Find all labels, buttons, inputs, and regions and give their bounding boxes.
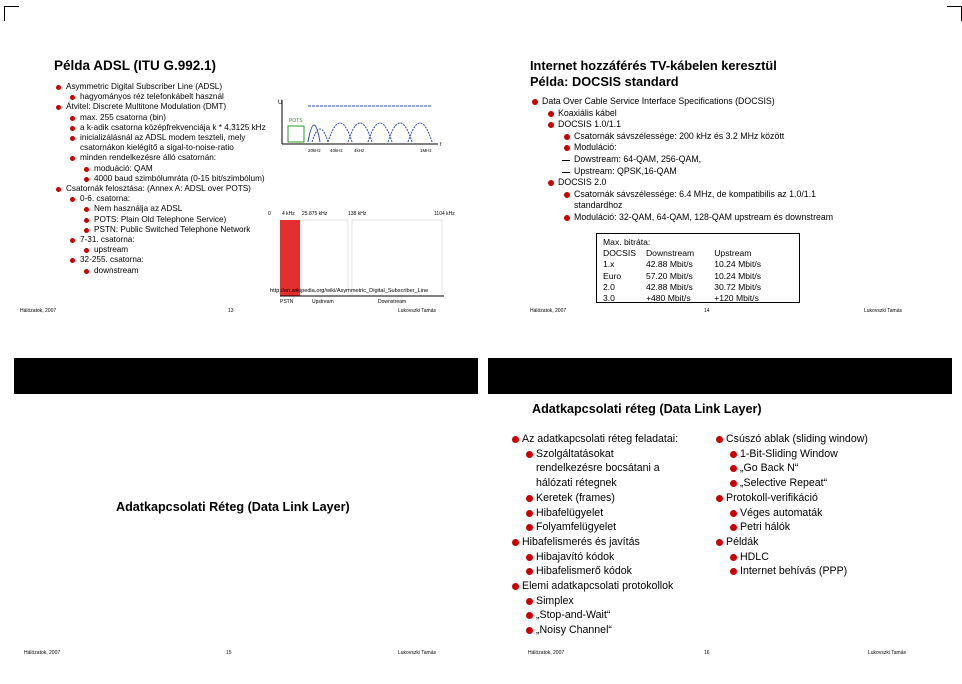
slide-title: Példa ADSL (ITU G.992.1) bbox=[54, 58, 217, 73]
bullet-icon bbox=[84, 207, 89, 212]
list-item bbox=[714, 447, 868, 462]
bullet-icon bbox=[526, 451, 533, 458]
list-item-text: Folyamfelügyelet bbox=[536, 521, 617, 534]
pstn-band bbox=[280, 220, 300, 296]
tick-label-0: 0 bbox=[268, 211, 271, 217]
list-item-text: rendelkezésre bocsátani a bbox=[536, 462, 660, 475]
list-item bbox=[530, 96, 833, 108]
bullet-icon bbox=[526, 510, 533, 517]
crop-mark bbox=[947, 6, 962, 21]
list-item-text: Petri hálók bbox=[740, 521, 791, 534]
bullet-icon bbox=[526, 554, 533, 561]
list-item-text: Csatornák sávszélessége: 6.4 MHz, de kompatibilis az 1.0/1.1 bbox=[574, 188, 817, 199]
list-item bbox=[510, 579, 678, 594]
bullet-icon bbox=[84, 177, 89, 182]
table-row bbox=[603, 259, 771, 270]
list-item-text: minden rendelkezésre álló csatornán: bbox=[80, 153, 217, 163]
table-cell: +120 Mbit/s bbox=[714, 293, 759, 304]
slide-16 bbox=[488, 344, 952, 664]
list-item-text: Koaxiális kábel bbox=[558, 107, 617, 118]
list-item-text: moduáció: QAM bbox=[94, 163, 153, 173]
bullet-icon bbox=[564, 134, 570, 140]
bullet-icon bbox=[730, 568, 737, 575]
list-item bbox=[54, 113, 266, 123]
table-header-row bbox=[603, 248, 771, 259]
bullet-icon bbox=[512, 539, 519, 546]
bullet-icon bbox=[70, 116, 75, 121]
dash-bullet-icon bbox=[562, 172, 570, 173]
footer-right: Lukovszki Tamás bbox=[398, 308, 436, 314]
list-item-text: Internet behívás (PPP) bbox=[740, 565, 848, 578]
list-item bbox=[54, 174, 266, 184]
list-item bbox=[510, 520, 678, 535]
list-item-text: a k-adik csatorna középfrekvenciája k * 4,3125 kHz bbox=[80, 122, 266, 132]
list-item-text: „Selective Repeat“ bbox=[740, 477, 828, 490]
black-header-bar bbox=[488, 358, 952, 394]
table-row bbox=[603, 271, 771, 282]
list-item bbox=[54, 102, 266, 112]
list-item-text: HDLC bbox=[740, 550, 769, 563]
bullet-icon bbox=[532, 99, 538, 105]
list-item-text: PSTN: Public Switched Telephone Network bbox=[94, 224, 251, 234]
list-item bbox=[510, 608, 678, 623]
dash-bullet-icon bbox=[562, 160, 570, 161]
table-header: Downstream bbox=[645, 248, 695, 259]
bullet-icon bbox=[512, 583, 519, 590]
list-item-text: DOCSIS 1.0/1.1 bbox=[558, 119, 622, 130]
bullet-icon bbox=[730, 451, 737, 458]
upstream-band bbox=[302, 220, 348, 296]
list-item bbox=[714, 432, 868, 447]
bitrate-table bbox=[603, 248, 771, 304]
pstn-band-label: PSTN bbox=[280, 299, 294, 305]
bullet-icon bbox=[70, 136, 75, 141]
list-item-text: Keretek (frames) bbox=[536, 491, 615, 504]
list-item bbox=[530, 154, 833, 166]
list-item-text: Szolgáltatásokat bbox=[536, 447, 614, 460]
bullet-icon bbox=[70, 126, 75, 131]
list-item bbox=[54, 123, 266, 133]
slide-14 bbox=[488, 18, 952, 322]
list-item-text: 7-31. csatorna: bbox=[80, 235, 135, 245]
list-item bbox=[54, 194, 266, 204]
bullet-icon bbox=[730, 554, 737, 561]
freq-label-40khz: 40kHz bbox=[330, 148, 343, 153]
list-item-text: 0-6. csatorna: bbox=[80, 194, 131, 204]
bullet-list-left bbox=[510, 432, 678, 638]
list-item-text: Hibafelismerés és javítás bbox=[522, 535, 640, 548]
list-item-text: Nem használja az ADSL bbox=[94, 204, 183, 214]
table-cell: 30.72 Mbit/s bbox=[714, 281, 762, 292]
table-caption: Max. bitráta: bbox=[603, 237, 651, 247]
list-item bbox=[530, 142, 833, 154]
downstream-band-label: Downstream bbox=[378, 299, 407, 305]
black-header-bar bbox=[14, 358, 478, 394]
list-item bbox=[54, 184, 266, 194]
list-item bbox=[54, 215, 266, 225]
bullet-icon bbox=[548, 122, 554, 128]
list-item-text: Hibajavító kódok bbox=[536, 550, 615, 563]
list-item bbox=[714, 506, 868, 521]
list-item bbox=[54, 225, 266, 235]
footer-right: Lukovszki Tamás bbox=[398, 650, 436, 656]
list-item-text: hagyományos réz telefonkábelt használ bbox=[80, 92, 224, 102]
list-item-text: inicializálásnál az ADSL modem teszteli, mely bbox=[80, 133, 246, 143]
bullet-icon bbox=[564, 215, 570, 221]
list-item bbox=[54, 133, 266, 143]
list-item bbox=[54, 92, 266, 102]
crop-mark bbox=[4, 6, 19, 21]
list-item bbox=[510, 461, 678, 476]
list-item-text: csatornákon kielégítő a sigal-to-noise-ratio bbox=[80, 143, 234, 153]
list-item-text: Dowstream: 64-QAM, 256-QAM, bbox=[574, 153, 702, 164]
bullet-icon bbox=[526, 598, 533, 605]
table-cell: 2.0 bbox=[603, 281, 615, 292]
table-row bbox=[603, 282, 771, 293]
upstream-band-label: Upstream bbox=[312, 299, 334, 305]
list-item bbox=[54, 266, 266, 276]
list-item bbox=[510, 506, 678, 521]
bullet-icon bbox=[512, 436, 519, 443]
bullet-icon bbox=[56, 85, 61, 90]
bullet-list bbox=[530, 96, 833, 224]
tick-label-1104khz: 1104 kHz bbox=[434, 211, 455, 217]
list-item bbox=[54, 143, 266, 153]
list-item bbox=[714, 535, 868, 550]
list-item bbox=[510, 550, 678, 565]
list-item-text: Átvitel: Discrete Multitone Modulation (DMT) bbox=[66, 102, 227, 112]
list-item-text: Asymmetric Digital Subscriber Line (ADSL) bbox=[66, 82, 223, 91]
bullet-icon bbox=[70, 238, 75, 243]
footer-right: Lukovszki Tamás bbox=[864, 308, 902, 314]
list-item bbox=[510, 476, 678, 491]
list-item-text: Példák bbox=[726, 535, 759, 548]
source-link[interactable]: http://en.wikipedia.org/wiki/Asymmetric_Digital_Subscriber_Line bbox=[270, 288, 429, 294]
slide-15 bbox=[14, 344, 478, 664]
bullet-icon bbox=[526, 568, 533, 575]
table-cell: 42.88 Mbit/s bbox=[645, 281, 693, 292]
list-item-text: Az adatkapcsolati réteg feladatai: bbox=[522, 433, 679, 445]
list-item-text: Simplex bbox=[536, 594, 574, 607]
list-item-text: 32-255. csatorna: bbox=[80, 255, 144, 265]
bullet-icon bbox=[716, 436, 723, 443]
table-cell: 42.88 Mbit/s bbox=[645, 259, 693, 270]
bullet-icon bbox=[84, 248, 89, 253]
bullet-icon bbox=[716, 539, 723, 546]
freq-axis-label: f bbox=[440, 142, 442, 148]
list-item bbox=[510, 594, 678, 609]
list-item-text: „Stop-and-Wait“ bbox=[536, 609, 611, 622]
slide-title: Adatkapcsolati Réteg (Data Link Layer) bbox=[116, 500, 350, 514]
bullet-icon bbox=[730, 524, 737, 531]
table-cell: 10.24 Mbit/s bbox=[714, 259, 762, 270]
list-item-text: POTS: Plain Old Telephone Service) bbox=[94, 214, 227, 224]
list-item-text: Csatornák sávszélessége: 200 kHz és 3.2 MHz között bbox=[574, 130, 785, 141]
footer-right: Lukovszki Tamás bbox=[868, 650, 906, 656]
bullet-icon bbox=[84, 218, 89, 223]
list-item bbox=[714, 491, 868, 506]
list-item-text: Csúszó ablak (sliding window) bbox=[726, 433, 868, 445]
bullet-icon bbox=[84, 269, 89, 274]
table-cell: +480 Mbit/s bbox=[645, 293, 691, 304]
page-number: 14 bbox=[704, 308, 710, 314]
spectrum-top bbox=[278, 100, 442, 153]
tick-label-138khz: 138 kHz bbox=[348, 211, 367, 217]
pots-label: POTS bbox=[289, 118, 303, 124]
table-cell: 57.20 Mbit/s bbox=[645, 270, 693, 281]
list-item bbox=[54, 82, 266, 92]
axis-u-label: U bbox=[278, 100, 283, 106]
bullet-list-right bbox=[714, 432, 868, 579]
bullet-icon bbox=[56, 105, 61, 110]
bullet-icon bbox=[716, 495, 723, 502]
list-item-text: Véges automaták bbox=[740, 506, 823, 519]
list-item-text: Protokoll-verifikáció bbox=[726, 491, 818, 504]
table-header: DOCSIS bbox=[603, 248, 636, 259]
list-item-text: DOCSIS 2.0 bbox=[558, 177, 607, 188]
list-item bbox=[530, 177, 833, 189]
bullet-icon bbox=[84, 167, 89, 172]
slide-title-line-1: Internet hozzáférés TV-kábelen keresztül bbox=[530, 58, 777, 73]
footer-left: Hálózatok, 2007 bbox=[24, 650, 61, 656]
list-item bbox=[530, 200, 833, 212]
tick-label-25khz: 25.875 kHz bbox=[302, 211, 328, 217]
bullet-icon bbox=[730, 465, 737, 472]
list-item-text: Upstream: QPSK,16-QAM bbox=[574, 165, 677, 176]
list-item bbox=[54, 245, 266, 255]
table-cell: 10.24 Mbit/s bbox=[714, 270, 762, 281]
bullet-list bbox=[54, 82, 266, 276]
list-item bbox=[510, 447, 678, 462]
list-item bbox=[714, 461, 868, 476]
table-row bbox=[603, 293, 771, 304]
list-item bbox=[530, 108, 833, 120]
list-item bbox=[530, 166, 833, 178]
tick-label-4khz: 4 kHz bbox=[282, 211, 295, 217]
list-item-text: Moduláció: 32-QAM, 64-QAM, 128-QAM upstream és downstream bbox=[574, 211, 834, 222]
list-item bbox=[54, 164, 266, 174]
list-item bbox=[530, 212, 833, 224]
freq-label-4khz: 4kHz bbox=[354, 148, 365, 153]
table-header: Upstream bbox=[714, 248, 752, 259]
list-item bbox=[714, 564, 868, 579]
list-item-text: standardhoz bbox=[574, 200, 623, 211]
page-number: 16 bbox=[704, 650, 710, 656]
list-item bbox=[714, 476, 868, 491]
bullet-icon bbox=[526, 627, 533, 634]
table-cell: 1.x bbox=[603, 259, 615, 270]
list-item-text: upstream bbox=[94, 245, 129, 255]
bullet-icon bbox=[730, 480, 737, 487]
bullet-icon bbox=[56, 187, 61, 192]
list-item-text: max. 255 csatorna (bin) bbox=[80, 112, 167, 122]
bullet-icon bbox=[70, 197, 75, 202]
footer-left: Hálózatok, 2007 bbox=[20, 308, 57, 314]
list-item bbox=[530, 131, 833, 143]
bullet-icon bbox=[564, 145, 570, 151]
list-item-text: Data Over Cable Service Interface Specifications (DOCSIS) bbox=[542, 96, 775, 106]
list-item-text: Csatornák felosztása: (Annex A: ADSL over POTS) bbox=[66, 184, 251, 194]
page-number: 15 bbox=[226, 650, 232, 656]
page-number: 13 bbox=[228, 308, 234, 314]
bullet-icon bbox=[526, 524, 533, 531]
bullet-icon bbox=[564, 192, 570, 198]
bullet-icon bbox=[730, 510, 737, 517]
list-item bbox=[54, 153, 266, 163]
footer-left: Hálózatok, 2007 bbox=[528, 650, 565, 656]
slide-title-line-2: Példa: DOCSIS standard bbox=[530, 74, 679, 89]
slide-title: Adatkapcsolati réteg (Data Link Layer) bbox=[532, 402, 762, 416]
list-item bbox=[510, 432, 678, 447]
list-item bbox=[510, 491, 678, 506]
list-item bbox=[510, 535, 678, 550]
list-item bbox=[510, 564, 678, 579]
list-item bbox=[714, 550, 868, 565]
freq-label-1mhz: 1MHz bbox=[420, 148, 432, 153]
list-item bbox=[54, 235, 266, 245]
list-item bbox=[530, 189, 833, 201]
bullet-icon bbox=[84, 228, 89, 233]
list-item-text: Hibafelügyelet bbox=[536, 506, 604, 519]
footer-left: Hálózatok, 2007 bbox=[530, 308, 567, 314]
list-item-text: „Go Back N“ bbox=[740, 462, 799, 475]
list-item bbox=[510, 623, 678, 638]
list-item-text: 1-Bit-Sliding Window bbox=[740, 447, 838, 460]
list-item-text: hálózati rétegnek bbox=[536, 477, 617, 490]
list-item-text: Moduláció: bbox=[574, 142, 617, 153]
list-item bbox=[54, 204, 266, 214]
table-cell: 3.0 bbox=[603, 293, 615, 304]
bullet-icon bbox=[526, 612, 533, 619]
bullet-icon bbox=[526, 495, 533, 502]
list-item bbox=[54, 255, 266, 265]
bitrate-table-box bbox=[596, 233, 800, 303]
bullet-icon bbox=[548, 111, 554, 117]
list-item-text: 4000 baud szimbólumráta (0-15 bit/szimbólum) bbox=[94, 173, 265, 183]
list-item bbox=[714, 520, 868, 535]
downstream-band bbox=[352, 220, 442, 296]
bullet-icon bbox=[548, 180, 554, 186]
bullet-icon bbox=[70, 156, 75, 161]
list-item-text: Elemi adatkapcsolati protokollok bbox=[522, 580, 674, 593]
table-cell: Euro bbox=[603, 270, 622, 281]
slide-13 bbox=[14, 18, 478, 322]
list-item bbox=[530, 119, 833, 131]
list-item-text: downstream bbox=[94, 265, 139, 275]
freq-label-20khz: 20kHz bbox=[308, 148, 321, 153]
bullet-icon bbox=[70, 258, 75, 263]
list-item-text: „Noisy Channel“ bbox=[536, 624, 612, 637]
list-item-text: Hibafelismerő kódok bbox=[536, 565, 632, 578]
bullet-icon bbox=[70, 95, 75, 100]
